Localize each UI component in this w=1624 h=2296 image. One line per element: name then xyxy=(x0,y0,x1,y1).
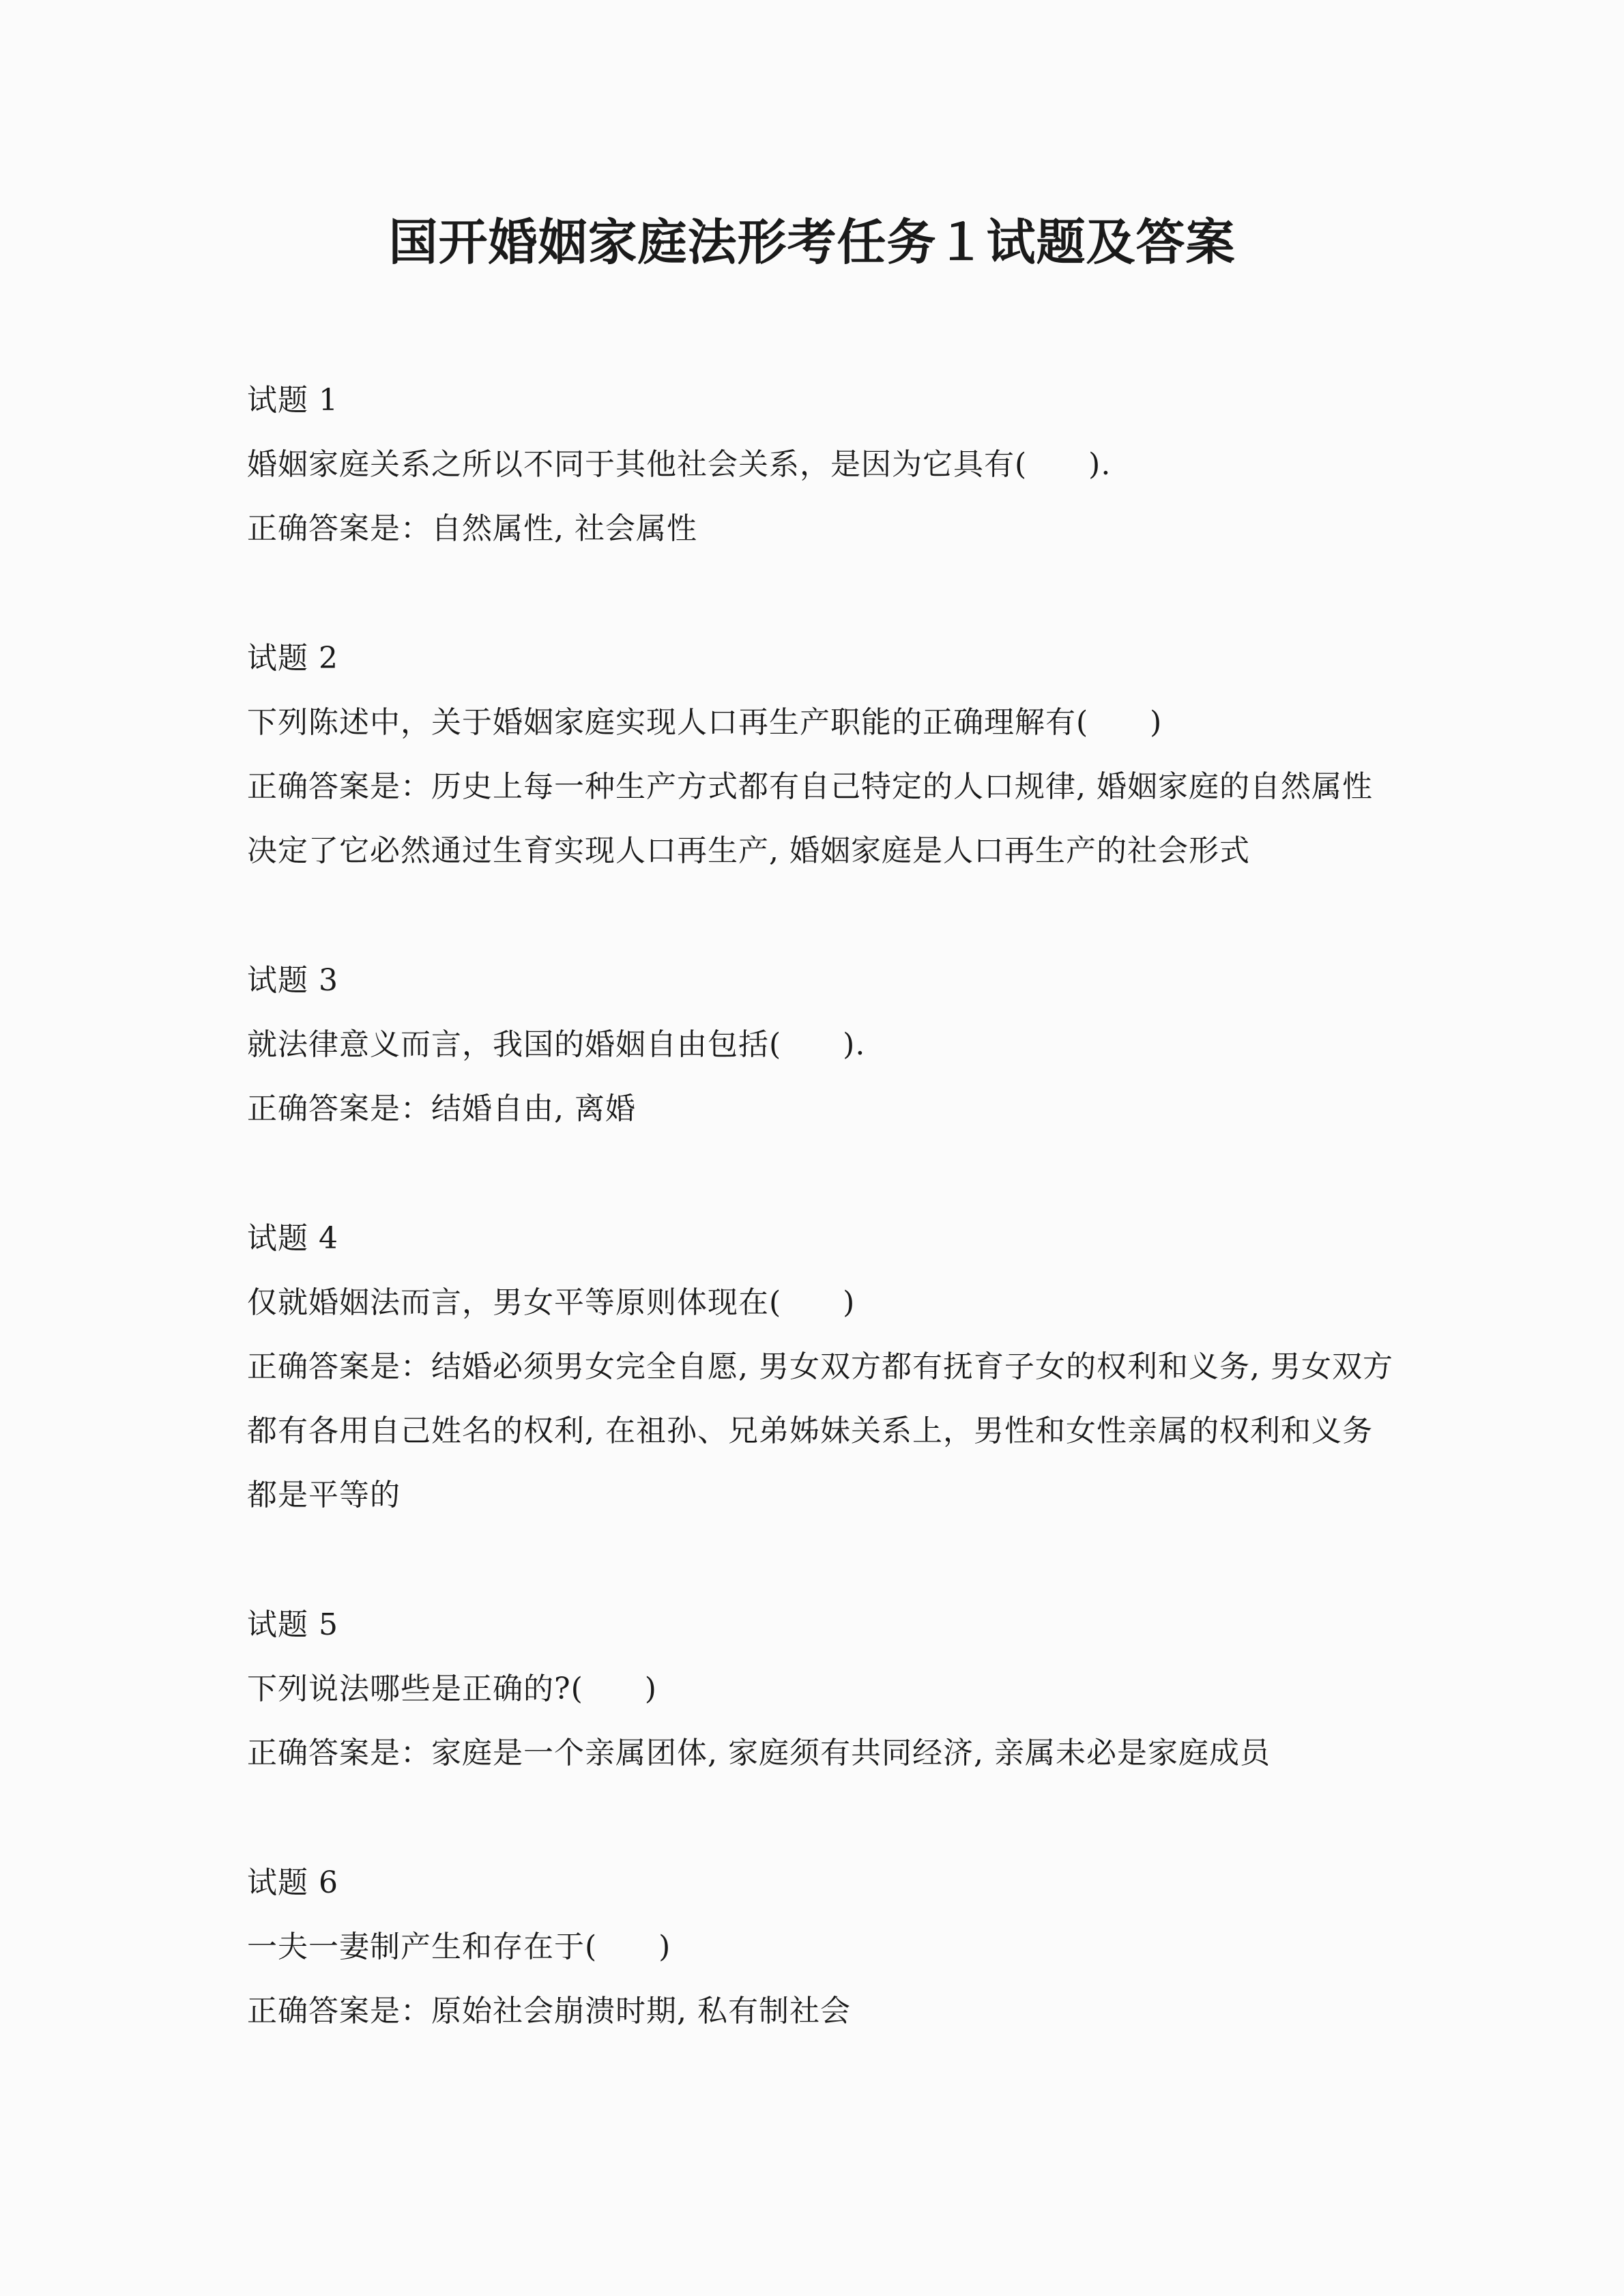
question-answer: 正确答案是：历史上每一种生产方式都有自己特定的人口规律, 婚姻家庭的自然属性决定了它必然通过生育实现人口再生产, 婚姻家庭是人口再生产的社会形式 xyxy=(247,769,1373,868)
question-answer: 正确答案是：结婚必须男女完全自愿, 男女双方都有抚育子女的权利和义务, 男女双方都有各用自己姓名的权利, 在祖孙、兄弟姊妹关系上，男性和女性亲属的权利和义务都是平等的 xyxy=(247,1349,1393,1512)
question-number: 试题 6 xyxy=(247,1865,338,1900)
question-item xyxy=(247,1851,1393,2043)
question-number: 试题 1 xyxy=(247,383,338,418)
question-text: 仅就婚姻法而言，男女平等原则体现在( ) xyxy=(247,1285,856,1320)
question-number: 试题 2 xyxy=(247,641,338,676)
question-answer: 正确答案是：原始社会崩溃时期, 私有制社会 xyxy=(247,1994,851,2028)
question-answer: 正确答案是：结婚自由, 离婚 xyxy=(247,1091,636,1126)
question-text: 就法律意义而言，我国的婚姻自由包括( ). xyxy=(247,1027,866,1062)
question-text: 下列陈述中，关于婚姻家庭实现人口再生产职能的正确理解有( ) xyxy=(247,705,1163,740)
question-answer: 正确答案是：自然属性, 社会属性 xyxy=(247,511,697,546)
question-answer: 正确答案是：家庭是一个亲属团体, 家庭须有共同经济, 亲属未必是家庭成员 xyxy=(247,1736,1271,1770)
question-text: 下列说法哪些是正确的?( ) xyxy=(247,1671,657,1706)
question-item xyxy=(247,949,1393,1141)
question-item xyxy=(247,627,1393,883)
document-title: 国开婚姻家庭法形考任务１试题及答案 xyxy=(388,213,1236,271)
question-text: 一夫一妻制产生和存在于( ) xyxy=(247,1929,671,1964)
question-item xyxy=(247,1593,1393,1785)
question-number: 试题 5 xyxy=(247,1607,338,1642)
question-list xyxy=(247,369,1393,2109)
question-number: 试题 4 xyxy=(247,1221,338,1256)
question-text: 婚姻家庭关系之所以不同于其他社会关系，是因为它具有( ). xyxy=(247,447,1112,482)
question-item xyxy=(247,369,1393,561)
question-number: 试题 3 xyxy=(247,963,338,998)
question-item xyxy=(247,1207,1393,1527)
